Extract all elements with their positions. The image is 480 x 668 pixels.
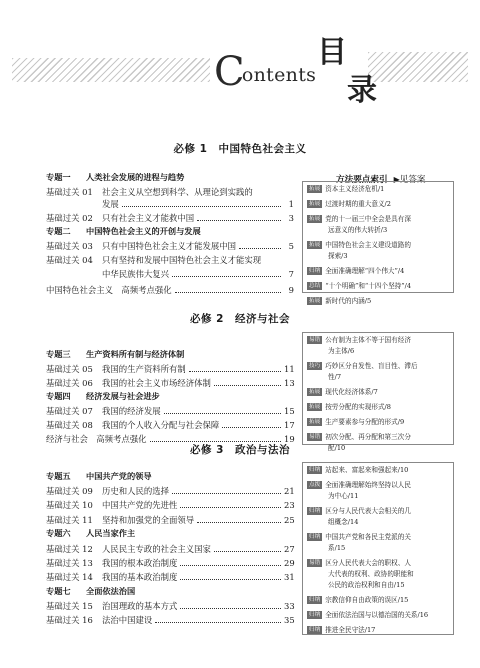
method-index-entry <box>307 296 451 307</box>
toc-label: 基础过关 14 <box>46 572 93 582</box>
method-index-entry <box>307 625 451 636</box>
method-index-entry <box>307 266 451 277</box>
section-title-2: 必修 2 经济与社会 <box>190 313 290 325</box>
dot-leader <box>122 206 281 207</box>
category-tag: 归纳 <box>309 534 321 540</box>
method-index-entry <box>307 532 451 554</box>
method-index-box-3 <box>302 462 454 635</box>
toc-text: 坚持和加强党的全面领导 <box>102 515 195 525</box>
method-index-box-2 <box>302 332 454 452</box>
toc-entry[interactable] <box>46 614 294 626</box>
category-tag: 归纳 <box>309 612 321 618</box>
toc-label: 专题三 <box>46 349 71 359</box>
category-tag: 技巧 <box>309 363 321 369</box>
category-tag: 拓展 <box>309 186 321 192</box>
toc-text: 我国的根本政治制度 <box>102 558 178 568</box>
method-index-entry <box>307 214 451 236</box>
toc-text: 治国理政的基本方式 <box>102 601 178 611</box>
entry-line: 远意义的伟大转折/3 <box>328 226 388 234</box>
category-tag: 总结 <box>309 283 321 289</box>
toc-entry[interactable] <box>46 433 294 445</box>
dot-leader <box>175 292 281 293</box>
category-tag: 拓展 <box>309 389 321 395</box>
page-number: 23 <box>284 500 295 510</box>
dot-leader <box>197 522 281 523</box>
toc-label: 专题一 <box>46 172 71 182</box>
toc-label: 基础过关 08 <box>46 420 93 430</box>
toc-text: 只有坚持和发展中国特色社会主义才能实现 <box>102 255 262 265</box>
category-tag: 点拨 <box>309 482 321 488</box>
page-number: 17 <box>284 420 295 430</box>
dot-leader <box>172 276 281 277</box>
method-index-entry <box>307 595 451 606</box>
dot-leader <box>222 427 281 428</box>
entry-line: 公有制为主体不等于国有经济 <box>325 336 411 344</box>
entry-line: 系/15 <box>328 544 346 552</box>
toc-text: 全面依法治国 <box>86 586 136 596</box>
method-index-entry <box>307 417 451 428</box>
toc-text: 人民民主专政的社会主义国家 <box>102 544 211 554</box>
topic-heading <box>46 391 294 403</box>
method-index-entry <box>307 610 451 621</box>
dot-leader <box>189 371 281 372</box>
entry-line: 推进全民守法/17 <box>325 626 376 634</box>
toc-entry[interactable] <box>46 268 294 280</box>
toc-text: 人民当家作主 <box>86 528 136 538</box>
dot-leader <box>150 441 282 442</box>
topic-heading <box>46 349 294 361</box>
category-tag: 归纳 <box>309 268 321 274</box>
toc-label: 基础过关 02 <box>46 213 93 223</box>
method-index-entry <box>307 240 451 262</box>
entry-line: 区分与人民代表大会相关的几 <box>325 507 411 515</box>
toc-label: 基础过关 15 <box>46 601 93 611</box>
toc-text: 中国特色社会主义 高频考点强化 <box>46 285 172 295</box>
toc-text: 我国的生产资料所有制 <box>102 364 186 374</box>
entry-line: 新时代的内涵/5 <box>325 297 372 305</box>
entry-line: 生产要素参与分配的形式/9 <box>325 418 405 426</box>
toc-text: 法治中国建设 <box>102 615 153 625</box>
method-index-entry <box>307 558 451 591</box>
entry-line: 公民的政治权利和自由/15 <box>328 581 405 589</box>
toc-label: 基础过关 13 <box>46 558 93 568</box>
toc-text: 我国的经济发展 <box>102 406 161 416</box>
category-tag: 易错 <box>309 337 321 343</box>
dot-leader <box>197 220 281 221</box>
category-tag: 归纳 <box>309 627 321 633</box>
category-tag: 归纳 <box>309 597 321 603</box>
page-number: 27 <box>284 544 295 554</box>
entry-line: 现代化经济体系/7 <box>325 388 378 396</box>
entry-line: 初次分配、再分配和第三次分 <box>325 433 411 441</box>
toc-text: 中国共产党的先进性 <box>102 500 178 510</box>
toc-text: 我国的基本政治制度 <box>102 572 178 582</box>
toc-text: 我国的个人收入分配与社会保障 <box>102 420 220 430</box>
category-tag: 易错 <box>309 434 321 440</box>
entry-line: 组概念/14 <box>328 518 359 526</box>
toc-entry[interactable] <box>46 240 294 252</box>
toc-entry[interactable] <box>46 254 294 266</box>
page-number: 31 <box>284 572 295 582</box>
category-tag: 拓展 <box>309 298 321 304</box>
toc-label: 基础过关 07 <box>46 406 93 416</box>
entry-line: 全面准确理解“四个伟大”/4 <box>325 267 405 275</box>
toc-entry[interactable] <box>46 284 294 296</box>
method-index-entry <box>307 387 451 398</box>
toc-text: 经济与社会 高频考点强化 <box>46 434 147 444</box>
toc-text: 中华民族伟大复兴 <box>102 269 169 279</box>
toc-entry[interactable] <box>46 198 294 210</box>
page-number: 15 <box>284 406 295 416</box>
method-index-entry <box>307 465 451 476</box>
method-index-entry <box>307 432 451 454</box>
entry-line: 全面依法治国与以德治国的关系/16 <box>325 611 429 619</box>
dot-leader <box>239 248 281 249</box>
category-tag: 拓展 <box>309 201 321 207</box>
toc-label: 基础过关 16 <box>46 615 93 625</box>
toc-text: 历史和人民的选择 <box>102 486 169 496</box>
method-index-entry <box>307 281 451 292</box>
category-tag: 拓展 <box>309 404 321 410</box>
entry-line: 为中心/11 <box>328 492 359 500</box>
entry-line: 全面准确理解始终坚持以人民 <box>325 481 411 489</box>
section-title-1: 必修 1 中国特色社会主义 <box>173 143 307 155</box>
topic-heading <box>46 226 294 238</box>
page-number: 33 <box>284 601 295 611</box>
dot-leader <box>180 579 281 580</box>
entry-line: 中国特色社会主义建设道路的 <box>325 241 411 249</box>
topic-heading <box>46 528 294 540</box>
toc-text: 发展 <box>102 199 119 209</box>
page-number: 11 <box>284 364 295 374</box>
toc-entry[interactable] <box>46 377 294 389</box>
title-char-1: 目 <box>317 35 347 70</box>
method-index-entry <box>307 402 451 413</box>
method-index-box-1 <box>302 181 454 305</box>
dot-leader <box>180 507 281 508</box>
toc-entry[interactable] <box>46 405 294 417</box>
toc-label: 专题四 <box>46 391 71 401</box>
category-tag: 拓展 <box>309 216 321 222</box>
entry-line: 探索/3 <box>328 252 348 260</box>
page-number: 5 <box>288 241 294 251</box>
toc-text: 人类社会发展的进程与趋势 <box>86 172 185 182</box>
toc-label: 基础过关 01 <box>46 187 93 197</box>
category-tag: 易错 <box>309 560 321 566</box>
dot-leader <box>164 413 281 414</box>
contents-initial: C <box>214 49 245 95</box>
toc-label: 基础过关 09 <box>46 486 93 496</box>
table-of-contents <box>46 0 294 668</box>
dot-leader <box>180 608 281 609</box>
toc-text: 中国共产党的领导 <box>86 471 152 481</box>
toc-entry[interactable] <box>46 571 294 583</box>
contents-rest: ontents <box>241 64 317 86</box>
method-index-entry <box>307 480 451 502</box>
category-tag: 拓展 <box>309 242 321 248</box>
dot-leader <box>214 551 281 552</box>
entry-line: 党的十一届三中全会是具有深 <box>325 215 411 223</box>
toc-entry[interactable] <box>46 419 294 431</box>
entry-line: 过渡时期的重大意义/2 <box>325 200 391 208</box>
toc-entry[interactable] <box>46 485 294 497</box>
topic-heading <box>46 586 294 598</box>
entry-line: 为主体/6 <box>328 347 355 355</box>
toc-text: 中国特色社会主义的开创与发展 <box>86 226 201 236</box>
toc-label: 基础过关 03 <box>46 241 93 251</box>
method-index-title: 方法要点索引 <box>336 175 388 185</box>
entry-line: 区分人民代表大会的职权、人 <box>325 559 411 567</box>
entry-line: 性/7 <box>328 373 342 381</box>
toc-entry[interactable] <box>46 212 294 224</box>
title-char-2: 录 <box>347 73 377 108</box>
toc-label: 基础过关 10 <box>46 500 93 510</box>
page-number: 1 <box>288 199 294 209</box>
dot-leader <box>155 622 281 623</box>
toc-entry[interactable] <box>46 543 294 555</box>
decorative-stripe-right <box>368 52 468 82</box>
toc-text: 只有中国特色社会主义才能发展中国 <box>102 241 236 251</box>
toc-label: 专题七 <box>46 586 71 596</box>
dot-leader <box>172 493 281 494</box>
topic-heading <box>46 172 294 184</box>
dot-leader <box>180 565 281 566</box>
entry-line: 按劳分配的实现形式/8 <box>325 403 391 411</box>
triangle-icon: ▶ <box>393 175 400 184</box>
topic-heading <box>46 471 294 483</box>
toc-label: 基础过关 04 <box>46 255 93 265</box>
method-index-entry <box>307 335 451 357</box>
toc-label: 基础过关 11 <box>46 515 93 525</box>
entry-line: 配/10 <box>328 444 346 452</box>
section-title-3: 必修 3 政治与法治 <box>190 444 290 456</box>
toc-label: 基础过关 06 <box>46 378 93 388</box>
toc-entry[interactable] <box>46 186 294 198</box>
entry-line: 中国共产党和各民主党派的关 <box>325 533 411 541</box>
toc-text: 社会主义从空想到科学、从理论到实践的 <box>102 187 253 197</box>
entry-line: 资本主义经济危机/1 <box>325 185 385 193</box>
page-number: 29 <box>284 558 295 568</box>
dot-leader <box>214 385 281 386</box>
entry-line: 大代表的权利、政协的职能和 <box>328 570 414 578</box>
toc-label: 基础过关 05 <box>46 364 93 374</box>
answer-note: 见答案 <box>399 175 426 185</box>
toc-entry[interactable] <box>46 363 294 375</box>
method-index-entry <box>307 199 451 210</box>
toc-label: 专题二 <box>46 226 71 236</box>
category-tag: 归纳 <box>309 467 321 473</box>
toc-label: 专题五 <box>46 471 71 481</box>
page-number: 13 <box>284 378 295 388</box>
category-tag: 归纳 <box>309 508 321 514</box>
entry-line: “十个明确”和“十四个坚持”/4 <box>325 282 412 290</box>
page-number: 21 <box>284 486 295 496</box>
page-number: 19 <box>284 434 295 444</box>
toc-text: 经济发展与社会进步 <box>86 391 160 401</box>
toc-text: 只有社会主义才能救中国 <box>102 213 195 223</box>
toc-label: 基础过关 12 <box>46 544 93 554</box>
toc-entry[interactable] <box>46 499 294 511</box>
method-index-entry <box>307 361 451 383</box>
method-index-entry <box>307 184 451 195</box>
page-number: 25 <box>284 515 295 525</box>
entry-line: 巧妙区分自发性、盲目性、滞后 <box>325 362 418 370</box>
toc-text: 生产资料所有制与经济体制 <box>86 349 185 359</box>
page-number: 9 <box>288 285 294 295</box>
page-number: 7 <box>288 269 294 279</box>
category-tag: 拓展 <box>309 419 321 425</box>
toc-entry[interactable] <box>46 514 294 526</box>
page-number: 3 <box>288 213 294 223</box>
toc-entry[interactable] <box>46 557 294 569</box>
toc-label: 专题六 <box>46 528 71 538</box>
toc-text: 我国的社会主义市场经济体制 <box>102 378 211 388</box>
entry-line: 站起来、富起来和强起来/10 <box>325 466 409 474</box>
page-number: 35 <box>284 615 295 625</box>
method-index-entry <box>307 506 451 528</box>
toc-entry[interactable] <box>46 600 294 612</box>
entry-line: 宗教信仰自由政策的误区/15 <box>325 596 409 604</box>
